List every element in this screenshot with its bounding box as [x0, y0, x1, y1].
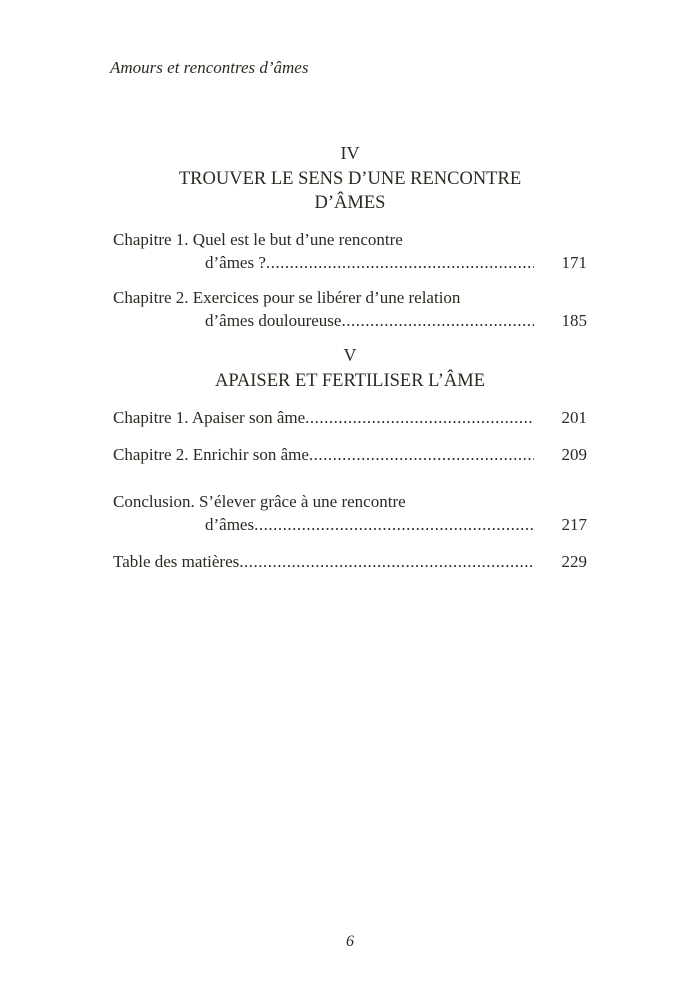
leader-dots — [305, 406, 533, 429]
toc-entry[interactable] — [113, 228, 587, 274]
folio-page-number: 6 — [346, 933, 354, 950]
toc-entry-conclusion[interactable] — [113, 490, 587, 536]
part-title-v — [0, 369, 700, 393]
entry-first-line: Chapitre 1. Quel est le but d’une rencontre — [113, 230, 403, 249]
leader-dots — [254, 513, 533, 536]
leader-dots — [341, 309, 533, 332]
part-number-iv: IV — [340, 143, 360, 163]
entry-text: Table des matières — [113, 552, 240, 571]
page-number: 217 — [561, 515, 587, 534]
toc-entry-table[interactable] — [113, 550, 587, 573]
entry-first-line: Chapitre 2. Exercices pour se libérer d’une relation — [113, 288, 461, 307]
page-number: 201 — [561, 408, 587, 427]
part-title-line: TROUVER LE SENS D’UNE RENCONTRE — [178, 169, 522, 189]
toc-entry[interactable] — [113, 286, 587, 332]
leader-dots — [266, 251, 534, 274]
toc-entry[interactable] — [113, 406, 587, 429]
entry-first-line: Conclusion. S’élever grâce à une rencontre — [113, 492, 406, 511]
page-number: 209 — [561, 445, 587, 464]
entry-text: Chapitre 2. Enrichir son âme — [113, 445, 309, 464]
entry-text: d’âmes ? — [205, 253, 266, 272]
entry-text: Chapitre 1. Apaiser son âme — [113, 408, 306, 427]
part-title-line: APAISER ET FERTILISER L’ÂME — [214, 371, 486, 391]
entry-text: d’âmes douloureuse — [205, 311, 342, 330]
part-title-line: D’ÂMES — [314, 193, 386, 213]
page-number: 171 — [561, 253, 587, 272]
leader-dots — [309, 443, 534, 466]
toc-entry[interactable] — [113, 443, 587, 466]
part-title-iv — [0, 167, 700, 215]
page-number: 185 — [561, 311, 587, 330]
running-header: Amours et rencontres d’âmes — [110, 58, 309, 77]
leader-dots — [239, 550, 533, 573]
page-number: 229 — [561, 552, 587, 571]
entry-text: d’âmes — [205, 515, 255, 534]
part-number-v: V — [343, 345, 357, 365]
